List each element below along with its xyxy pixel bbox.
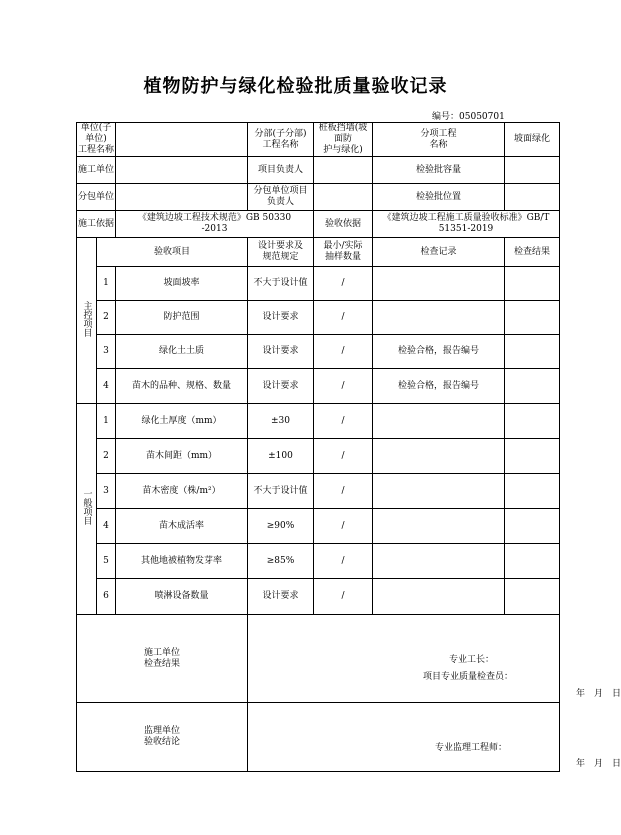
supervisor-check-content[interactable] (248, 703, 621, 772)
table-row (77, 474, 560, 509)
unit-value[interactable] (116, 123, 248, 157)
table-row (77, 404, 560, 439)
item-no: 2 (97, 439, 116, 474)
item-requirement: 设计要求 (248, 335, 314, 369)
item-name: 苗木成活率 (116, 509, 248, 544)
batch-location-label: 检验批位置 (373, 184, 505, 211)
item-sample[interactable]: / (314, 335, 373, 369)
item-no: 2 (97, 301, 116, 335)
supervisor-check-label: 监理单位 验收结论 (77, 703, 248, 772)
supervising-engineer-label: 专业监理工程师： (435, 743, 508, 753)
item-requirement: 设计要求 (248, 301, 314, 335)
item-sample[interactable]: / (314, 267, 373, 301)
item-result[interactable] (505, 404, 560, 439)
page-title: 植物防护与绿化检验批质量验收记录 (143, 76, 448, 97)
table-row (77, 301, 560, 335)
sub-project-manager-value[interactable] (314, 184, 373, 211)
record-number-label: 编号： (432, 112, 460, 122)
contractor-check-row (77, 615, 560, 703)
project-manager-value[interactable] (314, 157, 373, 184)
table-row (77, 544, 560, 579)
item-result[interactable] (505, 579, 560, 615)
acceptance-basis-value[interactable]: 《建筑边坡工程施工质量验收标准》GB/T 51351-2019 (373, 211, 560, 238)
item-no: 6 (97, 579, 116, 615)
table-row (77, 509, 560, 544)
item-name: 坡面坡率 (116, 267, 248, 301)
item-sample[interactable]: / (314, 404, 373, 439)
header-row-unit (77, 123, 560, 157)
item-record[interactable]: 检验合格，报告编号 (373, 335, 505, 369)
header-row-subcontractor (77, 184, 560, 211)
batch-location-value[interactable] (505, 184, 560, 211)
supervisor-check-row (77, 703, 560, 772)
item-requirement: ≥90% (248, 509, 314, 544)
item-no: 1 (97, 404, 116, 439)
general-items-group-label: 一般项目 (77, 404, 97, 615)
item-no: 3 (97, 335, 116, 369)
item-name: 绿化土厚度（mm） (116, 404, 248, 439)
item-record[interactable] (373, 544, 505, 579)
item-sample[interactable]: / (314, 544, 373, 579)
main-items-group-label: 主控项目 (77, 238, 97, 404)
record-number (432, 109, 505, 122)
item-result[interactable] (505, 544, 560, 579)
header-row-basis (77, 211, 560, 238)
sub-project-manager-label: 分包单位项目 负责人 (248, 184, 314, 211)
quality-inspector-label: 项目专业质量检查员： (423, 672, 514, 682)
column-header-row (77, 238, 560, 267)
subcontractor-label: 分包单位 (77, 184, 116, 211)
table-row (77, 369, 560, 404)
item-name: 苗木间距（mm） (116, 439, 248, 474)
item-name: 喷淋设备数量 (116, 579, 248, 615)
header-row-contractor (77, 157, 560, 184)
table-row (77, 579, 560, 615)
item-sample[interactable]: / (314, 369, 373, 404)
item-requirement: 不大于设计值 (248, 474, 314, 509)
item-requirement: 不大于设计值 (248, 267, 314, 301)
item-record[interactable] (373, 509, 505, 544)
construction-basis-value[interactable]: 《建筑边坡工程技术规范》GB 50330 -2013 (116, 211, 314, 238)
contractor-check-content[interactable] (248, 615, 621, 703)
item-sample[interactable]: / (314, 301, 373, 335)
acceptance-basis-label: 验收依据 (314, 211, 373, 238)
item-requirement: ±30 (248, 404, 314, 439)
item-requirement: ±100 (248, 439, 314, 474)
batch-capacity-label: 检验批容量 (373, 157, 505, 184)
subcontractor-value[interactable] (116, 184, 248, 211)
item-result[interactable] (505, 439, 560, 474)
item-no: 3 (97, 474, 116, 509)
col-sample: 最小/实际 抽样数量 (314, 238, 373, 267)
item-result[interactable] (505, 509, 560, 544)
item-record[interactable]: 检验合格，报告编号 (373, 369, 505, 404)
construction-basis-label: 施工依据 (77, 211, 116, 238)
item-requirement: 设计要求 (248, 579, 314, 615)
item-result[interactable] (505, 301, 560, 335)
table-row (77, 335, 560, 369)
item-record[interactable] (373, 579, 505, 615)
item-record[interactable] (373, 474, 505, 509)
foreman-signature-label: 专业工长： (449, 655, 495, 665)
item-name: 苗木的品种、规格、数量 (116, 369, 248, 404)
item-no: 4 (97, 369, 116, 404)
col-item: 验收项目 (97, 238, 248, 267)
item-no: 5 (97, 544, 116, 579)
col-record: 检查记录 (373, 238, 505, 267)
item-result[interactable] (505, 474, 560, 509)
division-value[interactable]: 桩板挡墙(坡面防 护与绿化) (314, 123, 373, 157)
item-record[interactable] (373, 404, 505, 439)
contractor-check-label: 施工单位 检查结果 (77, 615, 248, 703)
division-label: 分部(子分部) 工程名称 (248, 123, 314, 157)
item-record[interactable] (373, 439, 505, 474)
batch-capacity-value[interactable] (505, 157, 560, 184)
table-row (77, 439, 560, 474)
item-requirement: ≥85% (248, 544, 314, 579)
item-name: 其他地被植物发芽率 (116, 544, 248, 579)
acceptance-form-table (76, 122, 621, 772)
item-no: 1 (97, 267, 116, 301)
item-no: 4 (97, 509, 116, 544)
item-result[interactable] (505, 335, 560, 369)
item-name: 绿化土土质 (116, 335, 248, 369)
contractor-date-label: 年 月 日 (576, 689, 621, 699)
item-result[interactable] (505, 267, 560, 301)
item-record[interactable] (373, 301, 505, 335)
item-sample[interactable]: / (314, 579, 373, 615)
item-sample[interactable]: / (314, 474, 373, 509)
item-name: 防护范围 (116, 301, 248, 335)
item-result[interactable] (505, 369, 560, 404)
project-manager-label: 项目负责人 (248, 157, 314, 184)
item-sample[interactable]: / (314, 509, 373, 544)
supervisor-date-label: 年 月 日 (576, 759, 621, 769)
table-row (77, 267, 560, 301)
contractor-value[interactable] (116, 157, 248, 184)
unit-label: 单位(子单位) 工程名称 (78, 123, 115, 155)
item-record[interactable] (373, 267, 505, 301)
item-sample[interactable]: / (314, 439, 373, 474)
sub-item-label: 分项工程 名称 (373, 123, 505, 157)
col-result: 检查结果 (505, 238, 560, 267)
item-requirement: 设计要求 (248, 369, 314, 404)
sub-item-value[interactable]: 坡面绿化 (505, 123, 560, 157)
contractor-label: 施工单位 (77, 157, 116, 184)
col-requirement: 设计要求及 规范规定 (248, 238, 314, 267)
item-name: 苗木密度（株/m²） (116, 474, 248, 509)
record-number-value: 05050701 (459, 112, 505, 122)
